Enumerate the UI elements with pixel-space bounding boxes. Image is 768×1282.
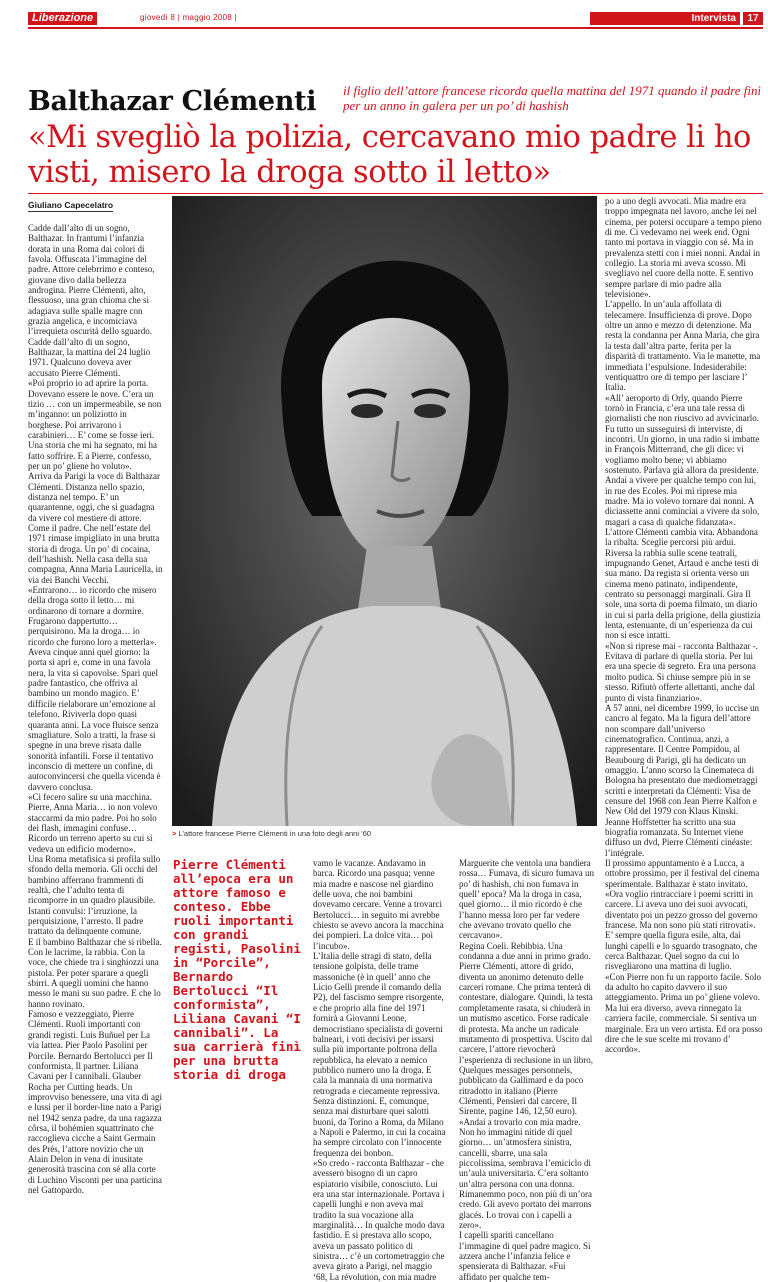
section-label: Intervista (590, 12, 740, 25)
photo-caption (172, 829, 597, 838)
caption-marker: > (172, 829, 177, 838)
byline: Giuliano Capecelatro (28, 200, 114, 210)
page-number: 17 (743, 12, 763, 25)
article-column-4: po a uno degli avvocati. Mia madre era troppo impegnata nel lavoro, anche lei nel cinema, per potersi occupare a tempo pieno di me. Ci vedevamo nei week end. Ogni tanto mi portava in viaggio con sé. Ma in prevalenza stetti con i miei nonni. Andai in collegio. La storia mi aveva scosso. Mi svegliavo nel cuore della notte. E sentivo sempre parlare di mio padre alla televisione». L’appello. In un’aula affollata di telecamere. Insufficienza di prove. Dopo oltre un anno e mezzo di detenzione. Ma resta la condanna per Anna Maria, che gira la testa dall’altra parte, ferita per la disparità di trattamento. Via le manette, ma immediata l’espulsione. Indesiderabile: ventiquattro ore di tempo per lasciare l’ Italia. «All’ aeroporto di Orly, quando Pierre tornò in Francia, c’era una tale ressa di giornalisti che non riuscivo ad avvicinarlo. Fu tutto un susseguirsi di interviste, di incontri. Un giorno, in una radio si imbatte in François Mitterrand, che gli dice: vi vogliamo molto bene; vi abbiamo sostenuto. Parlava già allora da presidente. Andai a vivere per qualche tempo con lui, in rue des Ecoles. Poi mi riprese mia madre. Ma io volevo tornare dai nonni. A diciassette anni cominciai a vivere da solo, magari a casa di qualche fidanzata». L’attore Clémenti cambia vita. Abbandona la ribalta. Sceglie percorsi più ardui. Riversa la rabbia sulle scene teatrali, impugnando Genet, Artaud e anche testi di sua mano. Da regista si orienta verso un cinema meno patinato, indipendente, centrato su personaggi marginali. Gira Il sole, una sorta di poema filmato, un diario in cui si parla della prigione, della giustizia lenta, estenuante, di un’esperienza da cui non si esce intatti. «Non si riprese mai - racconta Balthazar -. Evitava di parlare di quella storia. Per lui era una specie di segreto. Era una persona molto pudica. Si chiuse sempre più in se stesso. Rifiutò offerte allettanti, anche dal punto di vista finanziario». A 57 anni, nel dicembre 1999, lo uccise un cancro al fegato. Ma la figura dell’attore non scompare dall’universo cinematografico. Continua, anzi, a rappresentare. Il Centre Pompidou, al Beaubourg di Parigi, gli ha dedicato un omaggio. L’anno scorso la Cinemateca di Bologna ha presentato due mediometraggi scritti e interpretati da Clémenti: Visa de censure del 1968 con Jean Pierre Kalfon e New Old del 1979 con Klaus Kinski. Jeanne Hoffstetter ha scritto una sua biografia romanzata. Su Internet viene diffuso un dvd, Pierre Clémenti cinéaste: l’intégrale. Il prossimo appuntamento è a Lucca, a ottobre prossimo, per il festival del cinema sperimentale. Balthazar è stato invitato. «Ora voglio rintracciare i poemi scritti in carcere. Li aveva uno dei suoi avvocati, diventato poi un pezzo grosso del governo francese. Ma non sono più stati ritrovati». E’ sempre quella figura esile, alta, dai lunghi capelli e lo sguardo trasognato, che cerca Balthazar. Quel sogno da cui lo risvegliarono una mattina di luglio. «Con Pierre non fu un rapporto facile. Solo da adulto ho capito davvero il suo atteggiamento. Prima un po’ gliene volevo. Ma lui era diverso, aveva rinnegato la carriera facile, commerciale. Si sentiva un marginale. Era un vero artista. Ed ora posso dire che le sue scelte mi trovano d’ accordo». (605, 196, 763, 1055)
portrait-photo (172, 196, 597, 826)
portrait-illustration (172, 196, 597, 826)
article-column-3: Marguerite che ventola una bandiera rossa… Fumava, di sicuro fumava un po’ di hashish, chi non fumava in quell’ epoca? Ma la droga in casa, quel giorno… il mio ricordo è che l’hanno messa loro per far vedere che avevano trovato quello che cercavano». Regina Coeli. Rebibbia. Una condanna a due anni in primo grado. Pierre Clémenti, attore di grido, diventa un anonimo detenuto delle carceri romane. Che prima tenterà di contestare, dialogare. Quindi, la testa completamente rasata, si chiuderà in un mutismo ascetico. Forse radicale di protesta. Ma anche un radicale mutamento di prospettiva. Uscito dal carcere, l’attore rievocherà l’esperienza di reclusione in un libro, Quelques messages personnels, pubblicato da Gallimard e da poco ritradotto in italiano (Pierre Clémenti, Pensieri dal carcere, Il Sirente, pagine 146, 12,50 euro). «Andai a trovarlo con mia madre. Non ho immagini nitide di quel giorno… un’atmosfera sinistra, cancelli, sbarre, una sala piccolissima, sembrava l’emiciclo di un’aula universitaria. C’era soltanto un’altra persona con una donna. Rimanemmo poco, non più di un’ora credo. Gli avevo portato dei marrons glacés. Lo trovai con i capelli a zero». I capelli spariti cancellano l’immagine di quel padre magico. Si azzera anche l’infanzia felice e spensierata di Balthazar. «Fui affidato per qualche tem- (459, 858, 594, 1282)
article-column-2: vamo le vacanze. Andavamo in barca. Ricordo una pasqua; venne mia madre e nascose nel giardino delle uova, che noi bambini dovevamo cercare. Venne a trovarci Bertolucci… in seguito mi avrebbe chiesto se avevo ancora la macchina dei pompieri. La dolce vita… poi l’incubo». L’Italia delle stragi di stato, della tensione golpista, delle trame massoniche (è in quell’ anno che Licio Gelli prende il comando della P2), del fascismo sempre risorgente, e che proprio alla fine del 1971 fornirà a Giovanni Leone, democristiano specialista di governi balneari, i voti decisivi per issarsi sulla più importante poltrona della repubblica, ha elevato a nemico pubblico numero uno la droga. E cala la mannaia di una normativa retrograda e ciecamente repressiva. Senza distinzioni. E, comunque, senza mai disturbare quei salotti buoni, da Torino a Roma, da Milano a Napoli e Palermo, in cui la cocaina ha sempre circolato con l’innocente frequenza dei bonbon. «So credo - racconta Balthazar - che avessero bisogno di un capro espiatorio visibile, conosciuto. Lui era una star internazionale. Portava i capelli lunghi e non aveva mai tradito la sua vocazione alla marginalità… In qualche modo dava fastidio. E si prestava allo scopo, aveva un passato politico di sinistra… c’è un cortometraggio che aveva girato a Parigi, nel maggio ‘68, La révolution, con mia madre (313, 858, 446, 1282)
dateline: giovedì 8 | maggio 2008 | (140, 13, 238, 22)
header-rule (28, 193, 763, 194)
masthead (0, 0, 768, 30)
article-column-1: Cadde dall’alto di un sogno, Balthazar. In frantumi l’infanzia dorata in una Roma dai colori di favola. Offuscata l’immagine del padre. Attore celebrrimo e conteso, giovane divo dalla bellezza androgina. Pierre Clémenti, alto, flessuoso, una gran chioma che si adagiava sulle spalle magre con grazia angelica, e incomiciava l’irrequieta oscurità dello sguardo. Cadde dall’alto di un sogno, Balthazar, la mattina del 24 luglio 1971. Qualcuno doveva aver accusato Pierre Clémenti. «Poi proprio io ad aprire la porta. Dovevano essere le nove. C’era un tizio … con un impermeabile, se non m’inganno: un poliziotto in borghese. Poi arrivarono i carabinieri… E’ come se fosse ieri. Una storia che mi ha segnato, mi ha fatto soffrire. E a Pierre, confesso, per un po’ gliene ho voluto». Arriva da Parigi la voce di Balthazar Clémenti. Distanza nello spazio, distanza nel tempo. E’ un quarantenne, oggi, che si guadagna da vivere col mestiere di attore. Come il padre. Che nell’estate del 1971 rimase impigliato in una brutta storia di droga. Un po’ di cocaina, dell’hashish. Nella casa della sua compagna, Anna Maria Lauricella, in via dei Banchi Vecchi. «Entrarono… io ricordo che misero della droga sotto il letto… mi ordinarono di tornare a dormire. Frugarono dappertutto… perquisirono. Ma la droga… io ricordo che furono loro a metterla». Aveva cinque anni quel giorno: la porta si aprì e, come in una favola nera, la vita si capovolse. Sparì quel padre fantastico, che offriva al bambino un mondo magico. E’ difficile rielaborare un’emozione al telefono. Riviverla dopo quasi quaranta anni. La voce fluisce senza smagliature. Solo a tratti, la frase si spegne in una breve risata dalle sonorità infantili. Forse il tentativo inconscio di mettere un confine, di autoconvincersi che quella vicenda è davvero conclusa. «Ci fecero salire su una macchina. Pierre, Anna Maria… io non volevo staccarmi da mio padre. Poi ho solo dei flash, immagini confuse… Ricordo un terreno aperto su cui si vedeva un edificio moderno». Una Roma metafisica si profila sullo sfondo della memoria. Gli occhi del bambino afferrano frammenti di realtà, che l’adulto tenta di ricomporre in un quadro plausibile. Istanti convulsi: l’irruzione, la perquisizione, l’arresto. Il padre trattato da delinquente comune. E il bambino Balthazar che si ribella. Con le lacrime, la rabbia. Con la voce, che chiede tra i singhiozzi una pistola. Per poter sparare a quegli sbirri. A quegli uomini che hanno messo le mani su suo padre. E che lo hanno rovinato. Famoso e vezzeggiato, Pierre Clémenti. Ruoli importanti con grandi registi. Luis Buñuel per La via lattea. Pier Paolo Pasolini per Porcile. Bernardo Bertolucci per Il conformista, Il partner. Liliana Cavani per I cannibali. Glauber Rocha per Cutting heads. Un improvviso benessere, una vita di agi e lussi per il border-line nato a Parigi nel 1942 senza padre, da una ragazza côrsa, il bohémien squattrinato che raccoglieva cicche a Saint Germain des Prés, l’attore novizio che un Alain Delon in vena di inusitate generosità trascina con sé alla corte di Luchino Visconti per una particina nel Gattopardo. (28, 223, 163, 1195)
kicker: il figlio dell’attore francese ricorda quella mattina del 1971 quando il padre finì per un anno in galera per un po’ di hashish (343, 83, 762, 113)
newspaper-logo: Liberazione (28, 12, 97, 25)
caption-text: L’attore francese Pierre Clémenti in una foto degli anni ‘60 (178, 829, 372, 838)
pull-quote: Pierre Clémenti all’epoca era un attore famoso e conteso. Ebbe ruoli importanti con grandi registi, Pasolini in “Porcile”, Bernardo Bertolucci “Il conformista”, Liliana Cavani “I cannibali”. La sua carrierà finì per una brutta storia di droga (173, 857, 301, 1082)
masthead-rule (28, 27, 763, 29)
interviewee-name: Balthazar Clémenti (28, 86, 317, 117)
headline: «Mi svegliò la polizia, cercavano mio padre li ho visti, misero la droga sotto il letto» (28, 120, 751, 190)
